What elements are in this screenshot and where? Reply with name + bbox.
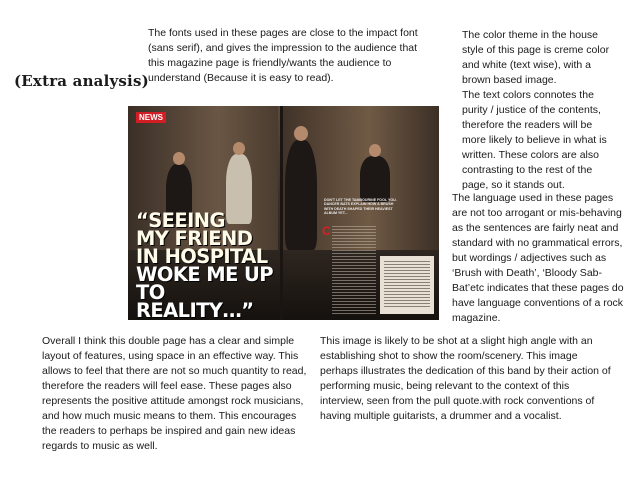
vocalist-figure [285, 140, 317, 250]
drummer-head [369, 144, 381, 157]
news-badge: NEWS [136, 112, 166, 123]
magazine-spread-image [128, 106, 439, 320]
image-annotation: This image is likely to be shot at a slight high angle with an establishing shot to show the room/scenery. This image perhaps illustrates the dedication of this band by their action of performing music, being relevant to the context of this interview, seen from the pull quote.with rock conventions of having multiple guitarists, a drummer and a vocalist. [320, 335, 611, 422]
drop-cap: C [322, 224, 331, 238]
pull-quote [136, 209, 286, 320]
pull-quote-line: WOKE ME UP [136, 263, 273, 286]
vocalist-head [294, 126, 308, 141]
color-annotation: The color theme in the house style of this page is creme color and white (text wise), with a brown based image. The text colors connotes the purity / justice of the contents, therefore the readers will be more likely to believe in what is written. These colors are also contrasting to the rest of the page, so it stands out. [462, 29, 610, 191]
pull-quote-line: IN HOSPITAL [136, 245, 268, 268]
drummer-figure [360, 156, 390, 202]
pull-quote-line: MY FRIEND [136, 227, 253, 250]
fonts-annotation: The fonts used in these pages are close to the impact font (sans serif), and gives the impression to the audience that this magazine page is friendly/wants the audience to understand (Because it is easy to read). [148, 27, 418, 84]
article-intro: DON'T LET THE TAMBOURINE FOOL YOU. DANCER BATS EXPLAIN HOW A BRUSH WITH DEATH SHAPED THEIR HEAVIEST ALBUM YET... [324, 198, 397, 215]
overall-annotation: Overall I think this double page has a clear and simple layout of features, using space in an effective way. This allows to feel that there are not so much quantity to read, therefore the readers will feel ease. These pages also represents the positive attitude amongst rock musicians, and how much music means to them. This encourages the readers to perhaps be inspired and gain new ideas regards to music as well. [42, 335, 307, 452]
pull-quote-line: “SEEING [136, 209, 225, 232]
guitarist-head [173, 152, 185, 165]
pull-quote-line: TO REALITY…” [136, 281, 254, 320]
extra-analysis-heading: (Extra analysis) [14, 72, 149, 90]
sidebar-box [380, 256, 434, 314]
bassist-head [233, 142, 245, 155]
article-column [332, 226, 376, 314]
language-annotation: The language used in these pages are not too arrogant or mis-behaving as the sentences are fairly neat and standard with no grammatical errors, but wordings / adjectives such as ‘Brush with Death’, ‘Bloody Sab- Bat’etc indicates that these pages do have language conventions of a rock magazine. [452, 192, 624, 324]
